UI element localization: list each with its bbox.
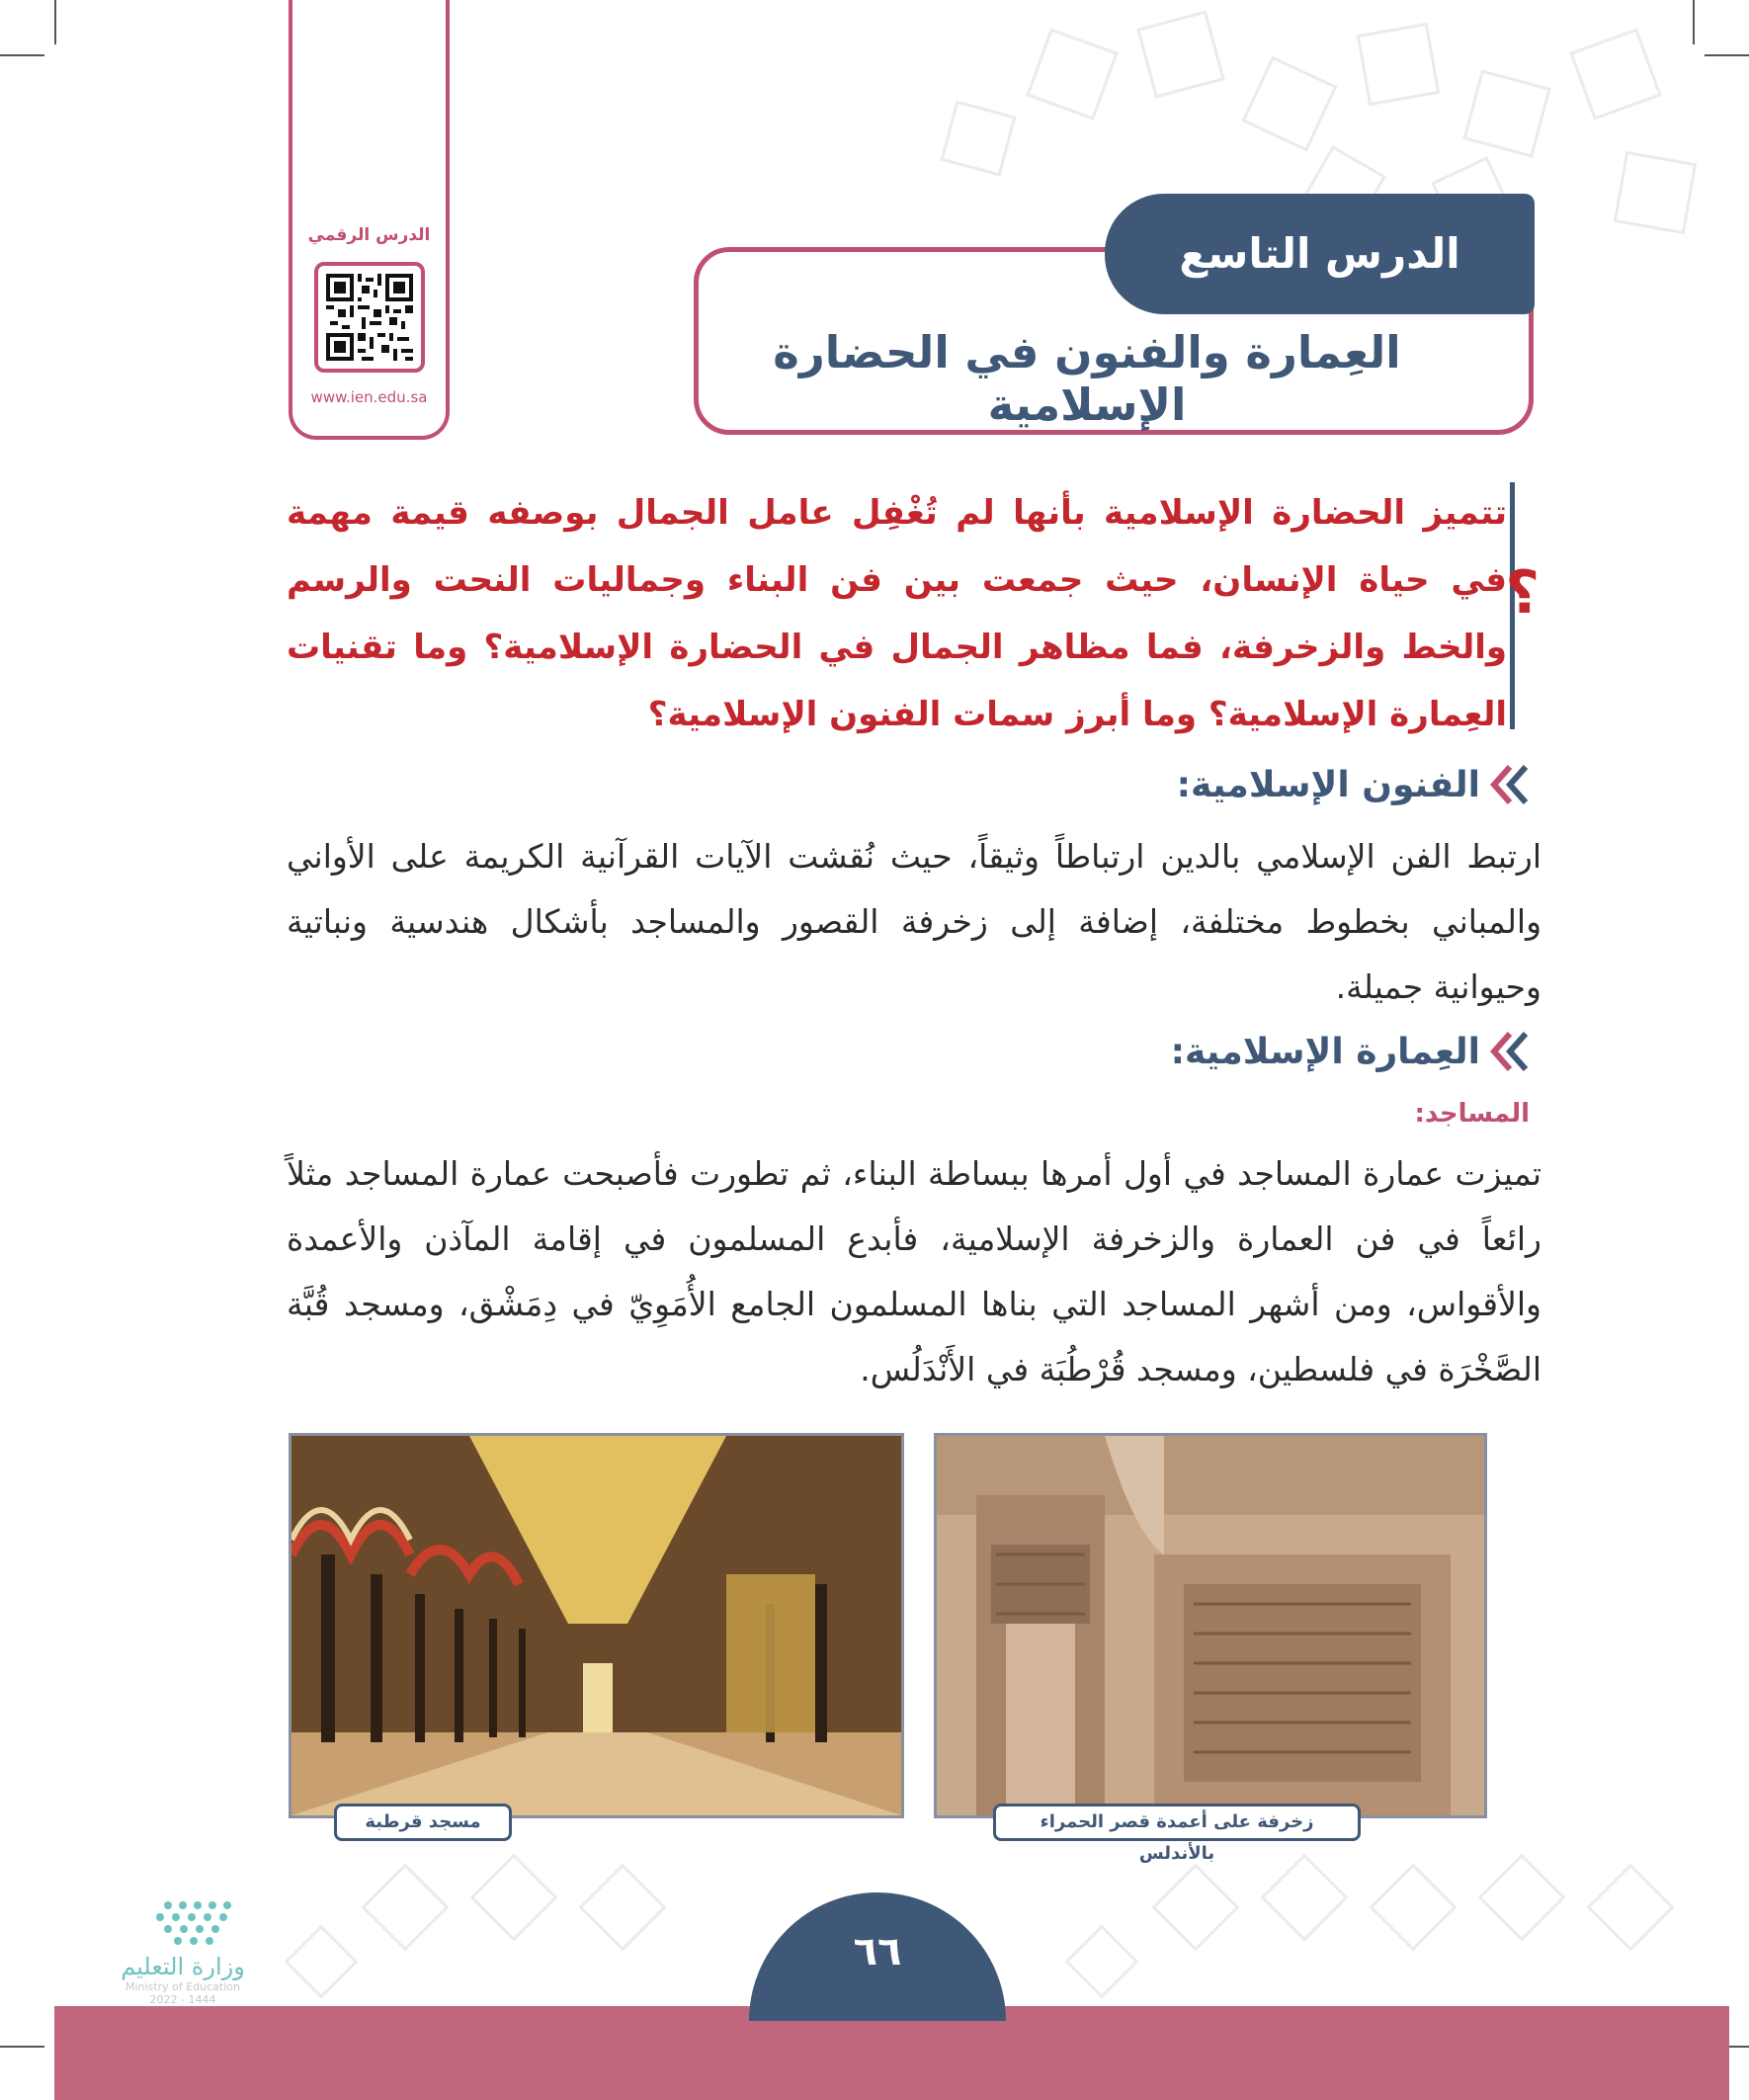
crop-mark <box>0 2046 44 2048</box>
ministry-name-en: Ministry of Education <box>125 1980 240 1993</box>
alhambra-image <box>937 1436 1484 1815</box>
digital-lesson-card[interactable] <box>289 0 450 440</box>
cordoba-caption: مسجد قرطبة <box>334 1804 512 1841</box>
crop-mark <box>0 54 44 56</box>
double-chevron-icon <box>1490 763 1530 806</box>
crop-mark <box>1705 54 1749 56</box>
question-mark-icon: ؟ <box>1505 558 1540 628</box>
ministry-logo <box>99 1897 267 2006</box>
arts-heading <box>1177 763 1530 806</box>
digital-lesson-label: الدرس الرقمي <box>307 225 431 245</box>
website-url[interactable]: www.ien.edu.sa <box>310 388 428 406</box>
crop-mark <box>1693 0 1695 44</box>
cordoba-mosque-image <box>292 1436 901 1815</box>
crop-mark <box>54 0 56 44</box>
architecture-heading <box>1171 1030 1530 1073</box>
cordoba-mosque-photo <box>289 1433 904 1818</box>
alhambra-caption: زخرفة على أعمدة قصر الحمراء بالأندلس <box>993 1804 1361 1841</box>
lesson-title: العِمارة والفنون في الحضارة الإسلامية <box>773 326 1401 431</box>
ministry-logo-icon <box>99 1897 267 1952</box>
page-number: ٦٦ <box>749 1892 1006 2021</box>
double-chevron-icon <box>1490 1030 1530 1073</box>
mosques-subheading: المساجد: <box>1414 1099 1530 1129</box>
qr-code-icon <box>326 274 413 361</box>
lesson-number: الدرس التاسع <box>1105 194 1535 314</box>
qr-code[interactable] <box>314 262 425 373</box>
alhambra-columns-photo <box>934 1433 1487 1818</box>
ministry-name: وزارة التعليم <box>121 1953 245 1980</box>
architecture-heading-text: العِمارة الإسلامية: <box>1170 1031 1480 1072</box>
arts-heading-text: الفنون الإسلامية: <box>1176 764 1480 805</box>
ministry-year: 2022 - 1444 <box>149 1993 216 2006</box>
intro-paragraph: تتميز الحضارة الإسلامية بأنها لم تُغْفِل عامل الجمال بوصفه قيمة مهمة في حياة الإنسان، حيث جمعت بين فن البناء وجماليات النحت والرسم والخط والزخرفة، فما مظاهر الجمال في الحضارة الإسلامية؟ وما تقنيات العِمارة الإسلامية؟ وما أبرز سمات الفنون الإسلامية؟ <box>287 493 1507 734</box>
mosques-paragraph: تميزت عمارة المساجد في أول أمرها ببساطة البناء، ثم تطورت فأصبحت عمارة المساجد مثلاً رائعاً في فن العمارة والزخرفة الإسلامية، فأبدع المسلمون في إقامة المآذن والأعمدة والأقواس، ومن أشهر المساجد التي بناها المسلمون الجامع الأُمَوِيّ في دِمَشْق، ومسجد قُبَّة الصَّخْرَة في فلسطين، ومسجد قُرْطُبَة في الأَنْدَلُس. <box>287 1154 1541 1388</box>
arts-paragraph: ارتبط الفن الإسلامي بالدين ارتباطاً وثيقاً، حيث نُقشت الآيات القرآنية الكريمة على الأواني والمباني بخطوط مختلفة، إضافة إلى زخرفة القصور والمساجد بأشكال هندسية ونباتية وحيوانية جميلة. <box>287 837 1541 1006</box>
